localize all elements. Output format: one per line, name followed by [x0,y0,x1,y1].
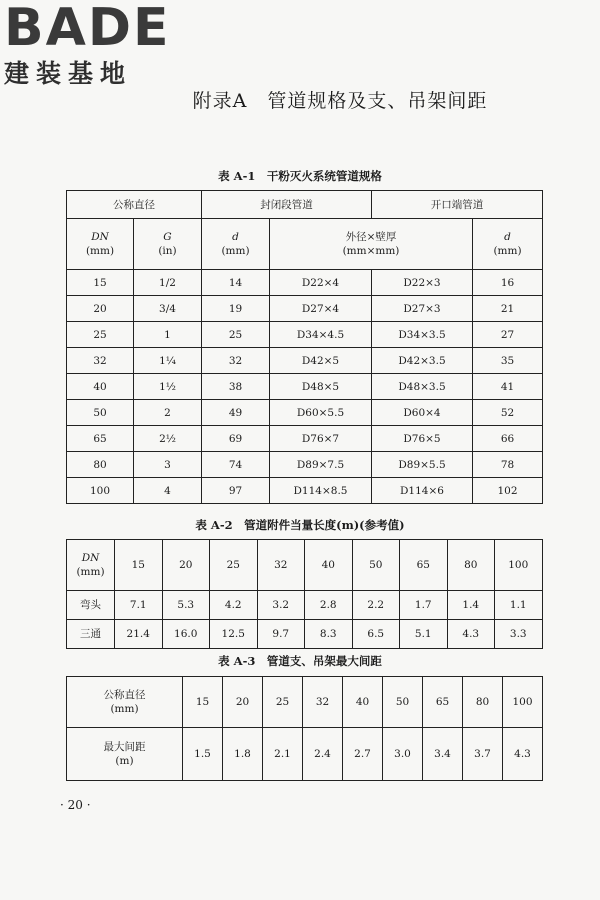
cell-open-od: D22×3 [372,270,473,296]
cell-equivalent-length: 8.3 [305,620,353,649]
cell-d2: 27 [473,322,543,348]
cell-d2: 21 [473,296,543,322]
cell-dn: 20 [67,296,134,322]
cell-open-od: D48×3.5 [372,374,473,400]
header-g-unit: (in) [158,245,177,257]
header-d-open [473,219,543,270]
cell-d: 25 [202,322,270,348]
cell-open-od: D114×6 [372,478,473,504]
cell-d2: 35 [473,348,543,374]
row-label-unit: (m) [115,755,134,767]
header-open-pipe: 开口端管道 [372,191,543,219]
header-d-unit: (mm) [221,245,250,257]
page-number: · 20 · [60,798,91,812]
cell-equivalent-length: 3.2 [257,591,305,620]
cell-equivalent-length: 4.2 [210,591,258,620]
header-unit: (mm) [110,703,139,715]
header-closed-pipe: 封闭段管道 [202,191,372,219]
header-dn-value: 50 [352,540,400,591]
cell-dn: 50 [67,400,134,426]
cell-max-spacing: 1.5 [183,728,223,781]
cell-open-od: D76×5 [372,426,473,452]
table-row [67,620,543,649]
header-dn-value: 100 [495,540,543,591]
cell-closed-od: D114×8.5 [270,478,372,504]
header-dn-value: 80 [447,540,495,591]
cell-g: 1½ [134,374,202,400]
cell-closed-od: D22×4 [270,270,372,296]
cell-closed-od: D76×7 [270,426,372,452]
cell-d2: 66 [473,426,543,452]
header-dn-value: 100 [503,677,543,728]
cell-d2: 78 [473,452,543,478]
header-od-unit: (mm×mm) [342,245,400,257]
cell-equivalent-length: 1.1 [495,591,543,620]
header-dn-value: 25 [210,540,258,591]
table-row [67,270,543,296]
header-outer-diameter [270,219,473,270]
cell-dn: 25 [67,322,134,348]
table-support-spacing [66,676,543,781]
table-row [67,348,543,374]
header-dn-value: 65 [423,677,463,728]
cell-open-od: D42×3.5 [372,348,473,374]
cell-max-spacing: 3.0 [383,728,423,781]
header-dn-value: 15 [183,677,223,728]
cell-dn: 65 [67,426,134,452]
cell-g: 4 [134,478,202,504]
cell-max-spacing: 4.3 [503,728,543,781]
cell-d: 49 [202,400,270,426]
cell-equivalent-length: 4.3 [447,620,495,649]
table1-body [67,270,543,504]
table-row [67,296,543,322]
cell-max-spacing: 3.4 [423,728,463,781]
header-dn [67,540,115,591]
cell-g: 3 [134,452,202,478]
header-dn-unit: (mm) [85,245,115,257]
cell-equivalent-length: 5.1 [400,620,448,649]
cell-g: 1 [134,322,202,348]
row-label: 三通 [67,620,115,649]
logo-brand: BADE [4,0,171,58]
table-pipe-specs [66,190,543,504]
cell-closed-od: D27×4 [270,296,372,322]
header-dn-value: 80 [463,677,503,728]
header-dn-value: 20 [162,540,210,591]
cell-open-od: D27×3 [372,296,473,322]
table-row [67,322,543,348]
cell-equivalent-length: 1.7 [400,591,448,620]
cell-max-spacing: 2.7 [343,728,383,781]
cell-dn: 32 [67,348,134,374]
table-row [67,400,543,426]
table-header-row [67,191,543,219]
header-d2-label: d [504,231,511,243]
cell-d: 69 [202,426,270,452]
header-dn-label: DN [81,552,100,564]
cell-d2: 41 [473,374,543,400]
header-dn-value: 20 [223,677,263,728]
table1-caption: 表 A-1 干粉灭火系统管道规格 [218,169,382,183]
cell-equivalent-length: 21.4 [115,620,163,649]
cell-equivalent-length: 12.5 [210,620,258,649]
header-nominal-diameter [67,677,183,728]
cell-closed-od: D42×5 [270,348,372,374]
cell-g: 3/4 [134,296,202,322]
cell-dn: 100 [67,478,134,504]
table3-caption: 表 A-3 管道支、吊架最大间距 [218,654,382,668]
cell-equivalent-length: 2.2 [352,591,400,620]
row-label [67,728,183,781]
logo-subtitle: 建装基地 [4,59,133,88]
cell-dn: 15 [67,270,134,296]
cell-closed-od: D60×5.5 [270,400,372,426]
table-header-row [67,677,543,728]
cell-equivalent-length: 7.1 [115,591,163,620]
cell-g: 1/2 [134,270,202,296]
header-d2-unit: (mm) [493,245,522,257]
cell-d2: 16 [473,270,543,296]
page-title: 附录A 管道规格及支、吊架间距 [192,90,488,112]
header-dn-label: DN [91,231,109,243]
cell-d2: 52 [473,400,543,426]
header-dn-value: 25 [263,677,303,728]
header-g-label: G [163,231,172,243]
cell-d: 74 [202,452,270,478]
table-row [67,374,543,400]
header-dn-value: 15 [115,540,163,591]
table-subheader-row [67,219,543,270]
cell-equivalent-length: 16.0 [162,620,210,649]
table-header-row [67,540,543,591]
cell-max-spacing: 1.8 [223,728,263,781]
header-d-label: d [232,231,239,243]
table-row [67,591,543,620]
table-row [67,478,543,504]
row-label: 弯头 [67,591,115,620]
header-dn-value: 65 [400,540,448,591]
header-dn-value: 32 [303,677,343,728]
cell-max-spacing: 2.1 [263,728,303,781]
header-od-label: 外径×壁厚 [345,231,397,243]
header-dn-value: 50 [383,677,423,728]
table-fitting-equivalent-length [66,539,543,649]
cell-max-spacing: 2.4 [303,728,343,781]
header-g [134,219,202,270]
watermark-logo [4,2,194,88]
table-row [67,426,543,452]
header-dn-value: 40 [343,677,383,728]
cell-open-od: D89×5.5 [372,452,473,478]
header-nominal-diameter: 公称直径 [67,191,202,219]
cell-max-spacing: 3.7 [463,728,503,781]
cell-open-od: D34×3.5 [372,322,473,348]
cell-g: 2½ [134,426,202,452]
cell-d: 38 [202,374,270,400]
cell-d: 19 [202,296,270,322]
cell-d: 14 [202,270,270,296]
cell-equivalent-length: 9.7 [257,620,305,649]
cell-closed-od: D34×4.5 [270,322,372,348]
cell-equivalent-length: 6.5 [352,620,400,649]
header-dn [67,219,134,270]
cell-d2: 102 [473,478,543,504]
cell-closed-od: D48×5 [270,374,372,400]
cell-dn: 80 [67,452,134,478]
cell-equivalent-length: 3.3 [495,620,543,649]
header-dn-unit: (mm) [76,566,105,578]
cell-equivalent-length: 1.4 [447,591,495,620]
cell-d: 32 [202,348,270,374]
header-dn-value: 32 [257,540,305,591]
row-label-text: 最大间距 [103,741,146,753]
cell-dn: 40 [67,374,134,400]
header-d-closed [202,219,270,270]
cell-g: 2 [134,400,202,426]
cell-d: 97 [202,478,270,504]
table-row [67,728,543,781]
cell-equivalent-length: 5.3 [162,591,210,620]
cell-equivalent-length: 2.8 [305,591,353,620]
cell-g: 1¼ [134,348,202,374]
header-label: 公称直径 [103,689,146,701]
cell-open-od: D60×4 [372,400,473,426]
header-dn-value: 40 [305,540,353,591]
table-row [67,452,543,478]
cell-closed-od: D89×7.5 [270,452,372,478]
table2-caption: 表 A-2 管道附件当量长度(m)(参考值) [195,518,405,532]
